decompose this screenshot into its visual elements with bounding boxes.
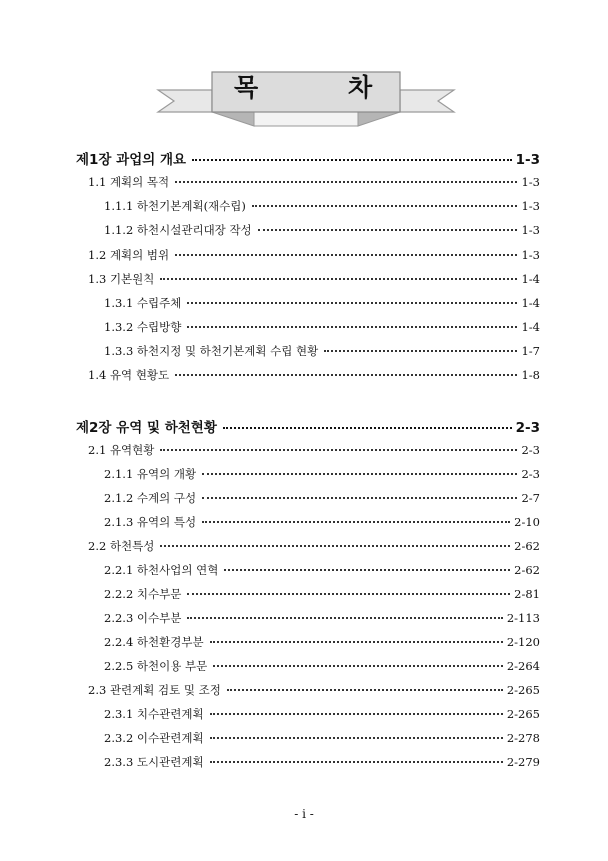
toc-section-row[interactable] [88,367,540,383]
toc-entry-page: 2-113 [506,611,540,625]
toc-entry-label: 2.3.2 이수관련계획 [104,731,204,745]
toc-subsection-row[interactable] [104,610,540,626]
toc-entry-label: 2.2.3 이수부분 [104,611,182,625]
toc-entry-page: 2-7 [521,491,540,505]
toc-subsection-row[interactable] [104,198,540,214]
toc-subsection-row[interactable] [104,634,540,650]
dot-leader [210,713,503,715]
toc-entry-label: 2.2.2 치수부문 [104,587,182,601]
toc-entry-page: 1-3 [521,223,540,237]
toc-entry-page: 1-4 [521,272,540,286]
toc-subsection-row[interactable] [104,490,540,506]
toc-entry-label: 2.1.2 수계의 구성 [104,491,197,505]
toc-entry-label: 1.1 계획의 목적 [88,175,170,189]
toc-entry-label: 2.3.3 도시관련계획 [104,755,204,769]
toc-entry-label: 1.3.1 수립주체 [104,296,182,310]
dot-leader [258,229,518,231]
toc-subsection-row[interactable] [104,514,540,530]
dot-leader [175,181,517,183]
toc-subsection-row[interactable] [104,562,540,578]
toc-subsection-row[interactable] [104,754,540,770]
toc-entry-page: 2-81 [514,587,540,601]
toc-subsection-row[interactable] [104,586,540,602]
dot-leader [227,689,503,691]
dot-leader [202,473,517,475]
dot-leader [224,569,510,571]
toc-entry-page: 2-120 [506,635,540,649]
toc-entry-label: 1.3.3 하천지정 및 하천기본계획 수립 현황 [104,344,319,358]
dot-leader [202,497,517,499]
toc-entry-page: 1-8 [521,368,540,382]
dot-leader [210,641,503,643]
toc-entry-page: 1-3 [521,248,540,262]
toc-entry-page: 1-7 [521,344,540,358]
toc-entry-label: 1.2 계획의 범위 [88,248,170,262]
toc-chapter-row[interactable] [76,148,540,168]
dot-leader [223,427,512,429]
toc-entry-label: 2.3.1 치수관련계획 [104,707,204,721]
toc-entry-page: 2-3 [521,467,540,481]
dot-leader [187,617,502,619]
dot-leader [252,205,518,207]
dot-leader [160,449,517,451]
toc-entry-page: 2-279 [506,755,540,769]
dot-leader [213,665,503,667]
dot-leader [187,593,510,595]
dot-leader [210,737,503,739]
toc-section-row[interactable] [88,247,540,263]
toc-entry-label: 2.2 하천특성 [88,539,155,553]
toc-subsection-row[interactable] [104,466,540,482]
toc-subsection-row[interactable] [104,658,540,674]
toc-entry-page: 2-62 [514,539,540,553]
toc-entry-label: 1.3 기본원칙 [88,272,155,286]
toc-subsection-row[interactable] [104,295,540,311]
dot-leader [202,521,510,523]
toc-entry-page: 1-3 [521,175,540,189]
toc-entry-label: 2.1.3 유역의 특성 [104,515,197,529]
toc-entry-label: 1.1.2 하천시설관리대장 작성 [104,223,252,237]
toc-entry-label: 2.1 유역현황 [88,443,155,457]
toc-entry-page: 2-3 [515,420,540,436]
toc-entry-page: 2-10 [514,515,540,529]
dot-leader [192,159,512,161]
toc-section-row[interactable] [88,682,540,698]
toc-entry-label: 2.3 관련계획 검토 및 조정 [88,683,221,697]
toc-section-row[interactable] [88,442,540,458]
toc-section-row[interactable] [88,174,540,190]
toc-entry-page: 2-3 [521,443,540,457]
toc-section-row[interactable] [88,271,540,287]
dot-leader [324,350,517,352]
toc-subsection-row[interactable] [104,730,540,746]
toc-entry-page: 1-4 [521,296,540,310]
title-char-left: 목 [234,73,259,102]
toc-entry-page: 1-3 [515,152,540,168]
toc-entry-page: 2-264 [506,659,540,673]
toc-entry-label: 제1장 과업의 개요 [76,152,187,168]
dot-leader [187,302,517,304]
toc-section-row[interactable] [88,538,540,554]
dot-leader [160,278,517,280]
toc-subsection-row[interactable] [104,343,540,359]
title-char-right: 차 [348,73,373,102]
toc-entry-label: 1.3.2 수립방향 [104,320,182,334]
dot-leader [175,374,517,376]
toc-subsection-row[interactable] [104,706,540,722]
toc-entry-label: 2.1.1 유역의 개황 [104,467,197,481]
toc-entry-label: 1.4 유역 현황도 [88,368,170,382]
toc-entry-label: 1.1.1 하천기본계획(재수립) [104,199,246,213]
toc-entry-page: 1-3 [521,199,540,213]
toc-entry-page: 2-265 [506,707,540,721]
toc-entry-page: 1-4 [521,320,540,334]
toc-entry-page: 2-62 [514,563,540,577]
toc-entry-label: 제2장 유역 및 하천현황 [76,420,217,436]
dot-leader [210,761,503,763]
toc-entry-label: 2.2.1 하천사업의 연혁 [104,563,219,577]
toc-entry-page: 2-278 [506,731,540,745]
toc-subsection-row[interactable] [104,222,540,238]
toc-subsection-row[interactable] [104,319,540,335]
page-number: - i - [294,807,314,821]
toc-entry-label: 2.2.5 하천이용 부문 [104,659,208,673]
dot-leader [160,545,510,547]
toc-entry-label: 2.2.4 하천환경부분 [104,635,204,649]
dot-leader [175,254,517,256]
dot-leader [187,326,517,328]
toc-chapter-row[interactable] [76,416,540,436]
toc-entry-page: 2-265 [506,683,540,697]
